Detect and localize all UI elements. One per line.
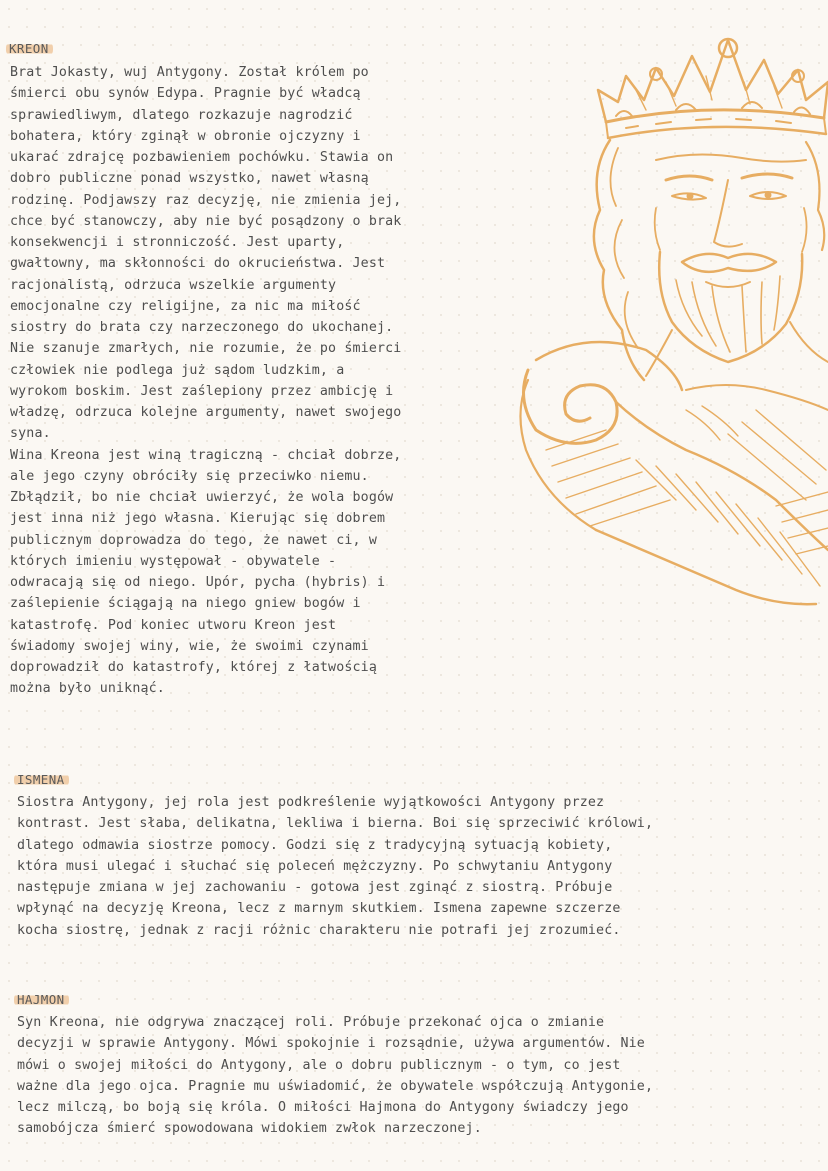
hajmon-heading: HAJMON — [14, 992, 69, 1008]
ismena-description: Siostra Antygony, jej rola jest podkreślenie wyjątkowości Antygony przez kontrast. Jest słaba, delikatna, lekliwa i bierna. Boi się sprzeciwić królowi, dlatego odmawia siostrze pomocy. Godzi się z tradycyjną sytuacją kobiety, która musi ulegać i słuchać się poleceń mężczyzny. Po schwytaniu Antygony następuje zmiana w jej zachowaniu - gotowa jest zginąć z siostrą. Próbuje wpłynąć na decyzję Kreona, lecz z marnym skutkiem. Ismena zapewne szczerze kocha siostrę, jednak z racji różnic charakteru nie potrafi jej zrozumieć. — [17, 795, 654, 938]
crowned-king-sketch-icon — [506, 30, 828, 610]
kreon-heading: KREON — [6, 41, 53, 57]
kreon-description: Brat Jokasty, wuj Antygony. Został królem po śmierci obu synów Edypa. Pragnie być władcą sprawiedliwym, dlatego rozkazuje nagrodzić bohatera, który zginął w obronie ojczyzny i ukarać zdrajcę pozbawieniem pochówku. Stawia on dobro publiczne ponad wszystko, nawet własną rodzinę. Podjawszy raz decyzję, nie zmienia jej, chce być stanowczy, aby nie być posądzony o brak konsekwencji i stronniczość. Jest uparty, gwałtowny, ma skłonności do okrucieństwa. Jest racjonalistą, odrzuca wszelkie argumenty emocjonalne czy religijne, za nic ma miłość siostry do brata czy narzeczonego do ukochanej. Nie szanuje zmarłych, nie rozumie, że po śmierci człowiek nie podlega już sądom ludzkim, a wyrokom boskim. Jest zaślepiony przez ambicję i władzę, odrzuca kolejne argumenty, nawet swojego syna. Wina Kreona jest winą tragiczną - chciał dobrze, ale jego czyny obróciły się przeciwko niemu. Zbłądził, bo nie chciał uwierzyć, że wola bogów jest inna niż jego własna. Kierując się dobrem publicznym doprowadza do tego, że nawet ci, w których imieniu występował - obywatele - odwracają się od niego. Upór, pycha (hybris) i zaślepienie ściągają na niego gniew bogów i katastrofę. Pod koniec utworu Kreon jest świadomy swojej winy, wie, że swoimi czynami doprowadził do katastrofy, której z łatwością można było uniknąć. — [10, 65, 402, 697]
ismena-heading: ISMENA — [14, 772, 69, 788]
hajmon-description: Syn Kreona, nie odgrywa znaczącej roli. Próbuje przekonać ojca o zmianie decyzji w sprawie Antygony. Mówi spokojnie i rozsądnie, używa argumentów. Nie mówi o swojej miłości do Antygony, ale o dobru publicznym - o tym, co jest ważne dla jego ojca. Pragnie mu uświadomić, że obywatele współczują Antygonie, lecz milczą, bo boją się króla. O miłości Hajmona do Antygony świadczy jego samobójcza śmierć spowodowana widokiem zwłok narzeczonej. — [17, 1015, 654, 1137]
